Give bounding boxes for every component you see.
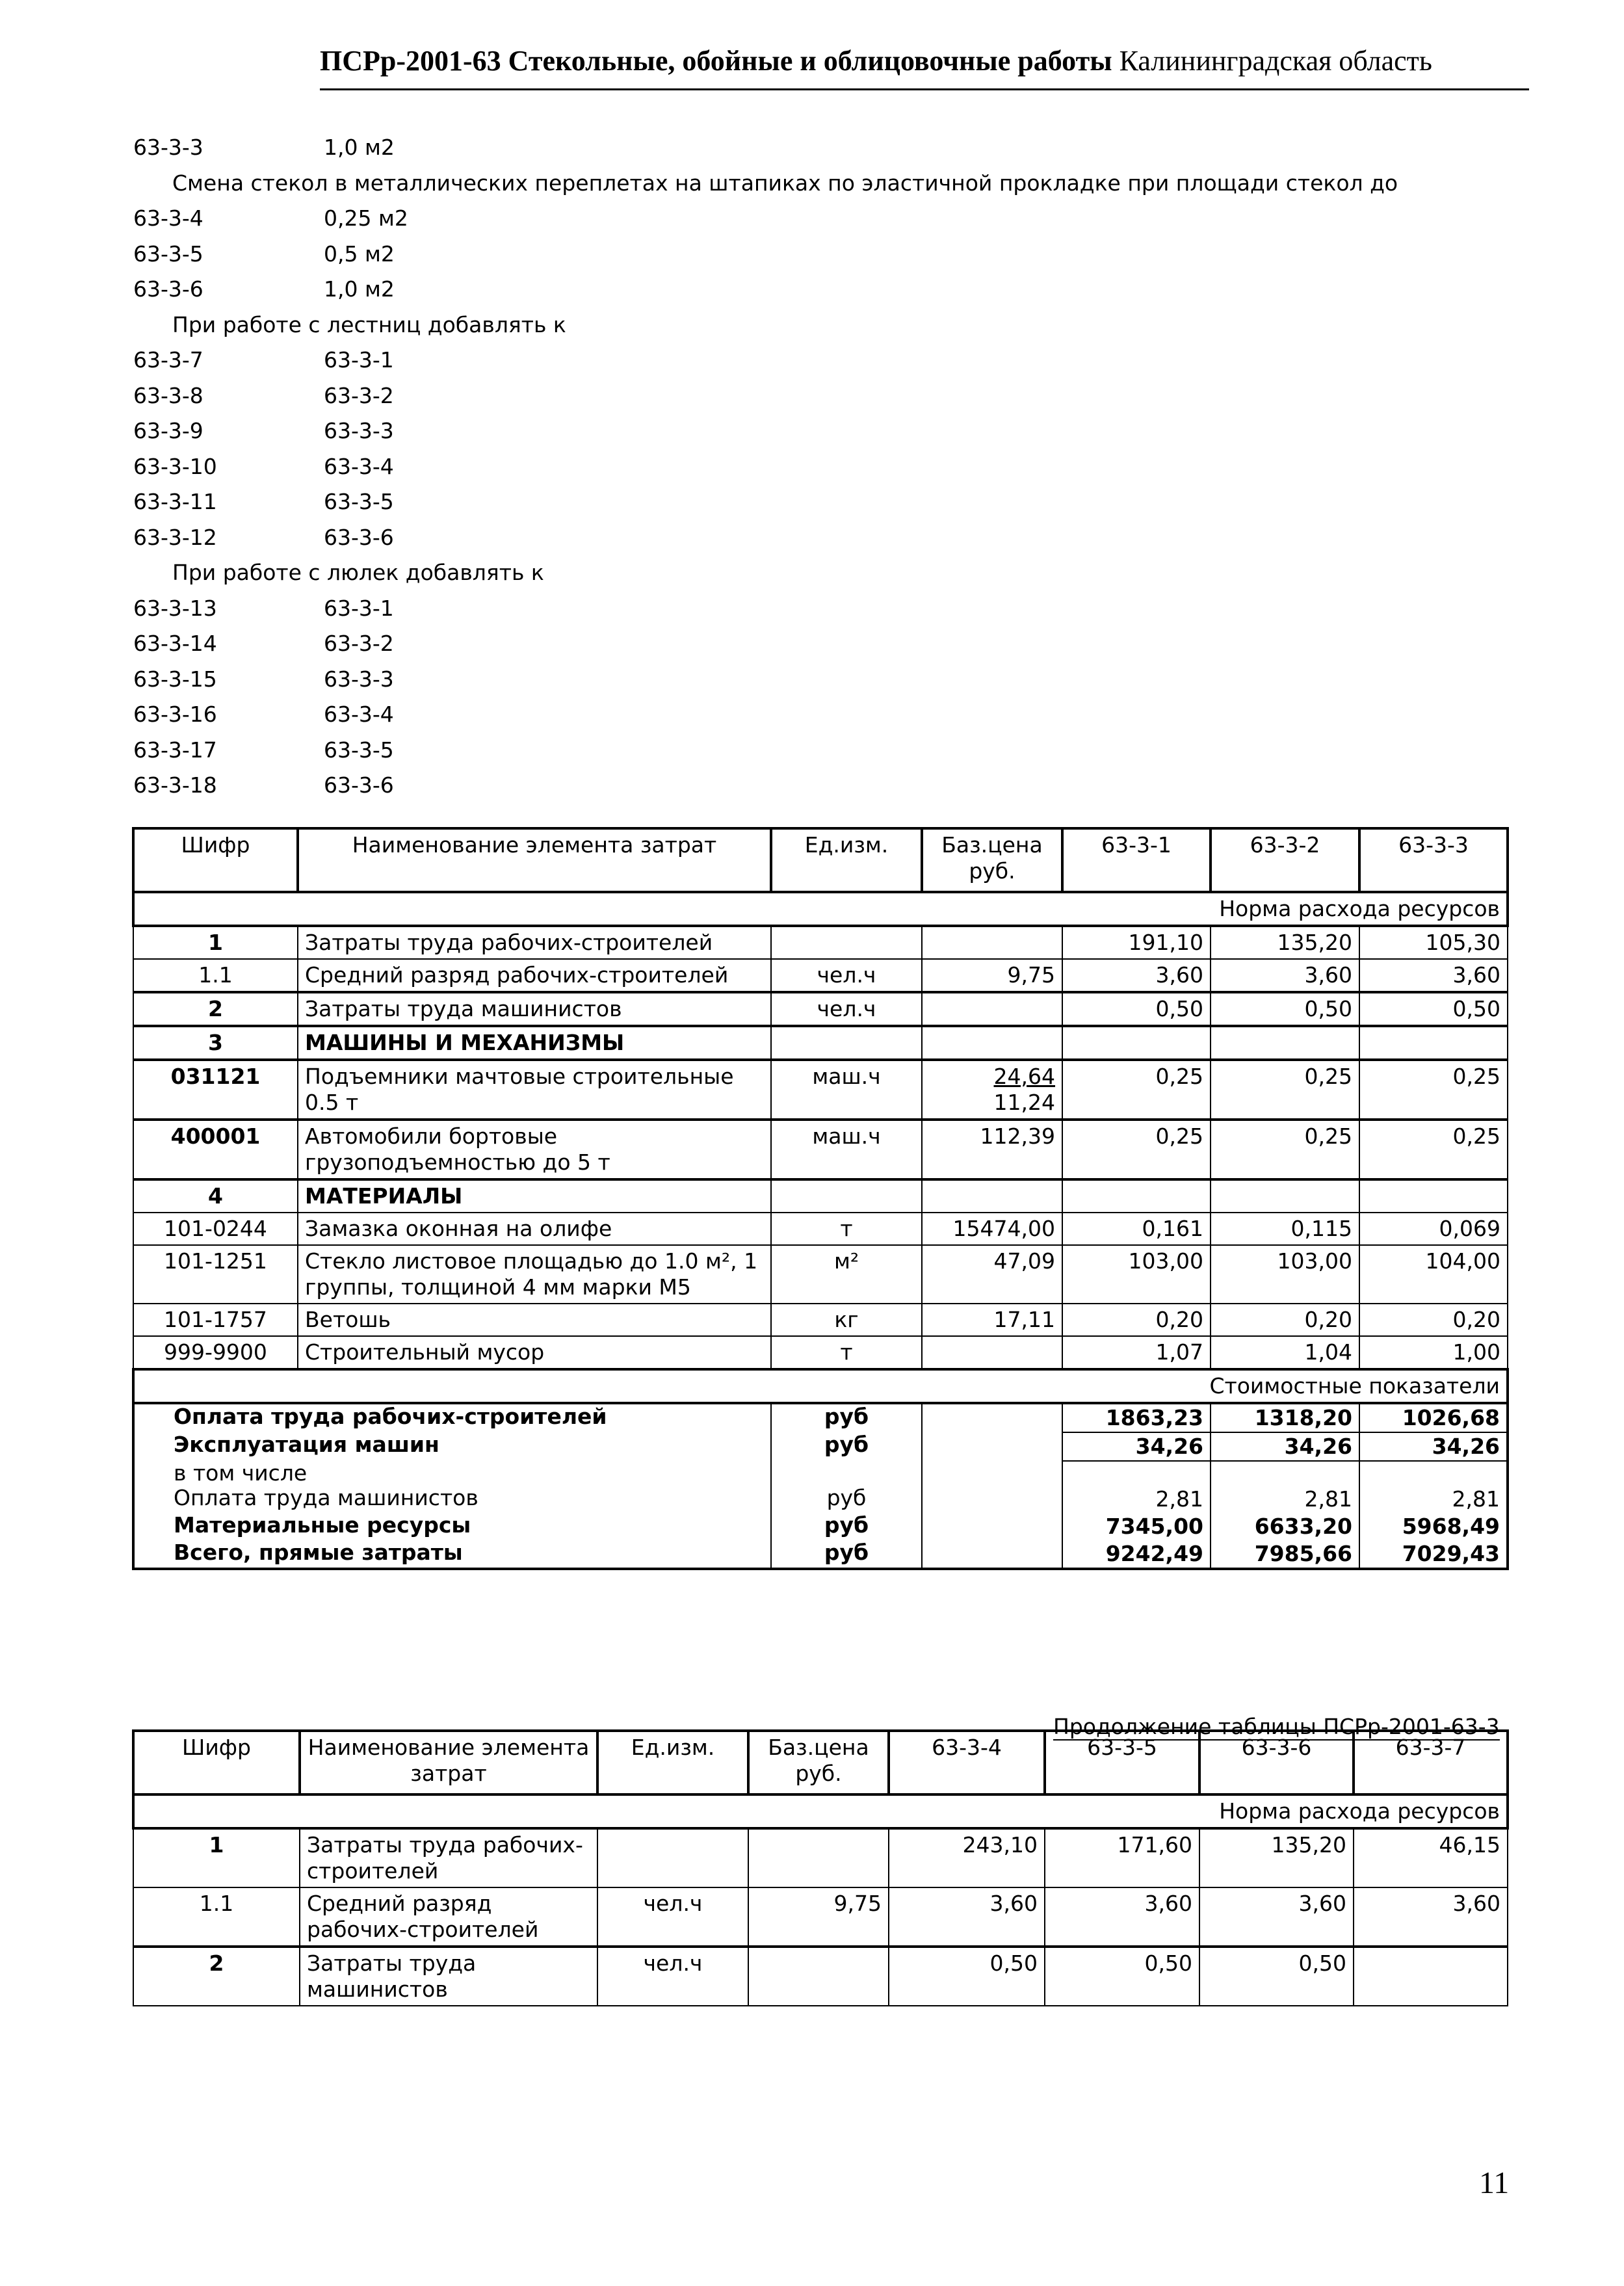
cost-unit: руб	[771, 1403, 922, 1432]
cost-name: Оплата труда рабочих-строителей	[133, 1403, 771, 1432]
cost-value: 7985,66	[1211, 1540, 1359, 1569]
code-value: 63-3-3	[324, 666, 394, 692]
table-row	[133, 1026, 1508, 1060]
row-price	[748, 1887, 889, 1947]
row-value: 3,60	[1359, 959, 1508, 992]
column-header: Баз.цена руб.	[748, 1731, 889, 1794]
row-value	[1211, 1179, 1359, 1213]
row-code: 4	[133, 1179, 298, 1213]
cost-label-row	[133, 1369, 1508, 1403]
price-value: 15474,00	[952, 1216, 1055, 1241]
code-value: 63-3-2	[324, 382, 394, 408]
code-value: 63-3-1	[324, 347, 394, 373]
row-value: 0,50	[1062, 992, 1211, 1026]
column-header: 63-3-3	[1359, 828, 1508, 892]
cost-row	[133, 1513, 1508, 1540]
table-row	[133, 1120, 1508, 1179]
row-unit	[771, 1179, 922, 1213]
table-row	[133, 1828, 1508, 1887]
column-header: Шифр	[133, 1731, 300, 1794]
row-price	[922, 926, 1062, 959]
price-value: 47,09	[993, 1248, 1055, 1274]
row-value: 3,60	[1354, 1887, 1508, 1947]
row-unit: м²	[771, 1245, 922, 1304]
header-region: Калининградская область	[1119, 45, 1432, 77]
row-name: Средний разряд рабочих-строителей	[300, 1887, 597, 1947]
row-value: 0,161	[1062, 1213, 1211, 1245]
page-header	[320, 44, 1529, 90]
code-value: 63-3-2	[324, 631, 394, 656]
row-value: 0,50	[889, 1947, 1045, 2006]
table-row	[133, 992, 1508, 1026]
column-header: Ед.изм.	[771, 828, 922, 892]
code: 63-3-9	[133, 418, 203, 443]
row-price	[922, 1060, 1062, 1120]
row-value: 46,15	[1354, 1828, 1508, 1887]
row-value: 0,25	[1211, 1060, 1359, 1120]
resource-table-1	[132, 827, 1509, 1570]
row-value: 0,50	[1199, 1947, 1354, 2006]
code-value: 0,25 м2	[324, 205, 408, 231]
row-code: 999-9900	[133, 1336, 298, 1369]
row-unit: маш.ч	[771, 1060, 922, 1120]
cost-value	[1062, 1461, 1211, 1486]
cost-value	[1211, 1461, 1359, 1486]
row-unit: т	[771, 1336, 922, 1369]
row-code: 3	[133, 1026, 298, 1060]
code: 63-3-14	[133, 631, 217, 656]
row-price	[922, 959, 1062, 992]
row-name: Затраты труда машинистов	[298, 992, 771, 1026]
code-value: 63-3-1	[324, 595, 394, 621]
table-row	[133, 1179, 1508, 1213]
row-value: 0,20	[1062, 1304, 1211, 1336]
price-value: 112,39	[980, 1123, 1055, 1149]
row-name: Затраты труда рабочих-строителей	[298, 926, 771, 959]
code: 63-3-8	[133, 382, 203, 408]
row-price	[922, 1245, 1062, 1304]
row-value: 0,20	[1359, 1304, 1508, 1336]
row-unit: чел.ч	[597, 1947, 748, 2006]
row-name: Ветошь	[298, 1304, 771, 1336]
price-value: 17,11	[993, 1307, 1055, 1332]
cost-unit	[771, 1461, 922, 1486]
row-price	[922, 1026, 1062, 1060]
code: 63-3-18	[133, 772, 217, 798]
column-header: Наименование элемента затрат	[300, 1731, 597, 1794]
cost-value: 1863,23	[1062, 1403, 1211, 1432]
row-value: 0,50	[1211, 992, 1359, 1026]
row-value: 171,60	[1045, 1828, 1199, 1887]
row-unit: чел.ч	[771, 992, 922, 1026]
code-value: 63-3-3	[324, 418, 394, 443]
code: 63-3-12	[133, 524, 217, 550]
column-header: 63-3-1	[1062, 828, 1211, 892]
column-header: 63-3-7	[1354, 1731, 1508, 1794]
row-value: 0,25	[1211, 1120, 1359, 1179]
code: 63-3-6	[133, 276, 203, 302]
row-value: 0,50	[1359, 992, 1508, 1026]
code: 63-3-4	[133, 205, 203, 231]
cost-value: 9242,49	[1062, 1540, 1211, 1569]
cost-name: в том числе	[133, 1461, 771, 1486]
price-value: 24,64	[993, 1064, 1055, 1089]
table-row	[133, 1060, 1508, 1120]
row-value: 1,07	[1062, 1336, 1211, 1369]
table-row	[133, 959, 1508, 992]
cost-unit: руб	[771, 1432, 922, 1461]
code: 63-3-11	[133, 489, 217, 514]
row-value: 103,00	[1211, 1245, 1359, 1304]
cost-unit: руб	[771, 1486, 922, 1513]
code: 63-3-10	[133, 453, 217, 479]
row-price	[748, 1828, 889, 1887]
row-name: Затраты труда машинистов	[300, 1947, 597, 2006]
row-name: Строительный мусор	[298, 1336, 771, 1369]
column-header: 63-3-2	[1211, 828, 1359, 892]
row-price	[748, 1947, 889, 2006]
cost-price	[922, 1432, 1062, 1461]
cost-value: 34,26	[1359, 1432, 1508, 1461]
cost-label: Стоимостные показатели	[133, 1369, 1508, 1403]
code-value: 1,0 м2	[324, 276, 395, 302]
note-text: При работе с люлек добавлять к	[172, 560, 544, 585]
row-value	[1359, 1179, 1508, 1213]
row-name: Стекло листовое площадью до 1.0 м², 1 группы, толщиной 4 мм марки М5	[298, 1245, 771, 1304]
row-value: 1,00	[1359, 1336, 1508, 1369]
row-name: Замазка оконная на олифе	[298, 1213, 771, 1245]
row-value	[1211, 1026, 1359, 1060]
resource-table-2	[132, 1729, 1509, 2006]
table-row	[133, 1245, 1508, 1304]
code-value: 63-3-6	[324, 524, 394, 550]
row-name: Автомобили бортовые грузоподъемностью до 5 т	[298, 1120, 771, 1179]
cost-row	[133, 1486, 1508, 1513]
norm-label: Норма расхода ресурсов	[133, 892, 1508, 926]
page-number: 11	[1479, 2166, 1510, 2200]
row-code: 1	[133, 1828, 300, 1887]
code-value: 63-3-5	[324, 737, 394, 763]
cost-value: 34,26	[1062, 1432, 1211, 1461]
table-row	[133, 1213, 1508, 1245]
row-unit	[771, 926, 922, 959]
price-value: 9,75	[833, 1891, 882, 1916]
price-value: 9,75	[1007, 962, 1055, 988]
row-value: 0,25	[1062, 1120, 1211, 1179]
table-caption: Продолжение таблицы ПСРр-2001-63-3	[1053, 1714, 1500, 1739]
column-header: Баз.цена руб.	[922, 828, 1062, 892]
cost-value: 1318,20	[1211, 1403, 1359, 1432]
table-header-row	[133, 1731, 1508, 1794]
table-row	[133, 1336, 1508, 1369]
row-unit: т	[771, 1213, 922, 1245]
cost-name: Материальные ресурсы	[133, 1513, 771, 1540]
row-value: 3,60	[1045, 1887, 1199, 1947]
table-row	[133, 1887, 1508, 1947]
code-value: 0,5 м2	[324, 241, 395, 267]
row-value	[1354, 1947, 1508, 2006]
row-value	[1062, 1026, 1211, 1060]
row-price	[922, 1304, 1062, 1336]
row-value: 243,10	[889, 1828, 1045, 1887]
column-header: 63-3-5	[1045, 1731, 1199, 1794]
column-header: Ед.изм.	[597, 1731, 748, 1794]
row-code: 101-1251	[133, 1245, 298, 1304]
cost-row	[133, 1403, 1508, 1432]
note-text: Смена стекол в металлических переплетах на штапиках по эластичной прокладке при площади стекол до	[172, 170, 1398, 196]
row-unit: чел.ч	[771, 959, 922, 992]
cost-value: 1026,68	[1359, 1403, 1508, 1432]
cost-price	[922, 1403, 1062, 1432]
row-unit: чел.ч	[597, 1887, 748, 1947]
row-value: 0,069	[1359, 1213, 1508, 1245]
row-name: МАТЕРИАЛЫ	[298, 1179, 771, 1213]
column-header: Шифр	[133, 828, 298, 892]
cost-name: Эксплуатация машин	[133, 1432, 771, 1461]
table-row	[133, 1304, 1508, 1336]
cost-row	[133, 1540, 1508, 1569]
row-value: 104,00	[1359, 1245, 1508, 1304]
row-code: 031121	[133, 1060, 298, 1120]
row-price	[922, 992, 1062, 1026]
cost-value: 7029,43	[1359, 1540, 1508, 1569]
code-value: 63-3-5	[324, 489, 394, 514]
row-code: 2	[133, 1947, 300, 2006]
row-value: 0,25	[1359, 1060, 1508, 1120]
column-header: Наименование элемента затрат	[298, 828, 771, 892]
row-value: 191,10	[1062, 926, 1211, 959]
row-value: 3,60	[889, 1887, 1045, 1947]
row-name: Подъемники мачтовые строительные 0.5 т	[298, 1060, 771, 1120]
note-text: При работе с лестниц добавлять к	[172, 311, 566, 337]
cost-price	[922, 1486, 1062, 1513]
column-header: 63-3-4	[889, 1731, 1045, 1794]
row-price	[922, 1336, 1062, 1369]
row-name: Затраты труда рабочих-строителей	[300, 1828, 597, 1887]
row-code: 1.1	[133, 959, 298, 992]
row-name: Средний разряд рабочих-строителей	[298, 959, 771, 992]
code: 63-3-5	[133, 241, 203, 267]
row-code: 101-1757	[133, 1304, 298, 1336]
row-value	[1062, 1179, 1211, 1213]
row-unit: маш.ч	[771, 1120, 922, 1179]
norm-label-row	[133, 1794, 1508, 1828]
row-value: 3,60	[1199, 1887, 1354, 1947]
norm-label: Норма расхода ресурсов	[133, 1794, 1508, 1828]
cost-value: 6633,20	[1211, 1513, 1359, 1540]
cost-price	[922, 1513, 1062, 1540]
cost-unit: руб	[771, 1540, 922, 1569]
header-title: ПСРр-2001-63 Стекольные, обойные и облицовочные работы	[320, 45, 1112, 77]
code: 63-3-16	[133, 702, 217, 727]
row-value: 3,60	[1062, 959, 1211, 992]
code-value: 63-3-4	[324, 453, 394, 479]
row-value: 103,00	[1062, 1245, 1211, 1304]
row-value: 1,04	[1211, 1336, 1359, 1369]
column-header: 63-3-6	[1199, 1731, 1354, 1794]
row-price	[922, 1120, 1062, 1179]
cost-value: 34,26	[1211, 1432, 1359, 1461]
cost-value: 2,81	[1211, 1486, 1359, 1513]
table-row	[133, 1947, 1508, 2006]
cost-value: 2,81	[1359, 1486, 1508, 1513]
row-code: 1	[133, 926, 298, 959]
cost-unit: руб	[771, 1513, 922, 1540]
code: 63-3-15	[133, 666, 217, 692]
table-row	[133, 926, 1508, 959]
code-value: 63-3-4	[324, 702, 394, 727]
row-unit: кг	[771, 1304, 922, 1336]
row-price	[922, 1179, 1062, 1213]
row-code: 1.1	[133, 1887, 300, 1947]
cost-value: 2,81	[1062, 1486, 1211, 1513]
price-value-secondary: 11,24	[993, 1090, 1055, 1115]
row-value	[1359, 1026, 1508, 1060]
row-value: 105,30	[1359, 926, 1508, 959]
table-header-row	[133, 828, 1508, 892]
cost-row	[133, 1432, 1508, 1461]
row-value: 135,20	[1199, 1828, 1354, 1887]
cost-row	[133, 1461, 1508, 1486]
cost-name: Оплата труда машинистов	[133, 1486, 771, 1513]
row-value: 0,50	[1045, 1947, 1199, 2006]
row-code: 101-0244	[133, 1213, 298, 1245]
row-value: 0,25	[1359, 1120, 1508, 1179]
cost-price	[922, 1461, 1062, 1486]
cost-value: 7345,00	[1062, 1513, 1211, 1540]
code-value: 63-3-6	[324, 772, 394, 798]
row-code: 2	[133, 992, 298, 1026]
row-unit	[771, 1026, 922, 1060]
row-value: 0,115	[1211, 1213, 1359, 1245]
code: 63-3-17	[133, 737, 217, 763]
row-unit	[597, 1828, 748, 1887]
row-name: МАШИНЫ И МЕХАНИЗМЫ	[298, 1026, 771, 1060]
row-value: 135,20	[1211, 926, 1359, 959]
row-code: 400001	[133, 1120, 298, 1179]
code: 63-3-13	[133, 595, 217, 621]
cost-name: Всего, прямые затраты	[133, 1540, 771, 1569]
row-price	[922, 1213, 1062, 1245]
norm-label-row	[133, 892, 1508, 926]
code: 63-3-7	[133, 347, 203, 373]
row-value: 0,20	[1211, 1304, 1359, 1336]
code-value: 1,0 м2	[324, 135, 395, 160]
cost-value	[1359, 1461, 1508, 1486]
row-value: 3,60	[1211, 959, 1359, 992]
cost-price	[922, 1540, 1062, 1569]
cost-value: 5968,49	[1359, 1513, 1508, 1540]
code: 63-3-3	[133, 135, 203, 160]
row-value: 0,25	[1062, 1060, 1211, 1120]
